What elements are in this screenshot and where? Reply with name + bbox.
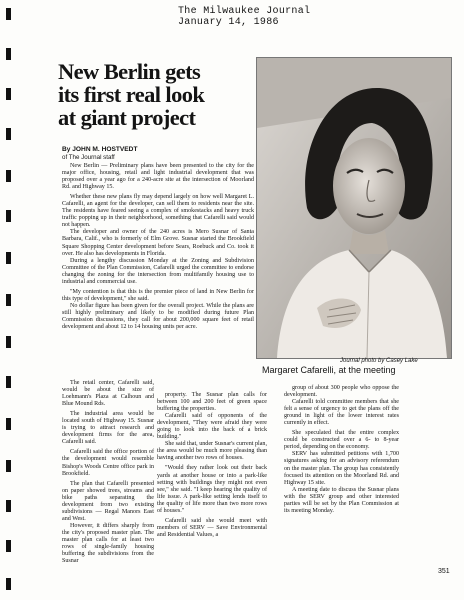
publication-date: January 14, 1986 [178,17,279,28]
headline-line-2: its first real look [58,82,205,107]
lead-paragraph: Whether these new plans fly may depend largely on how well Margaret L. Cafarelli, an agent for the developer, can sell them to residents near the site. The residents have feared seeing a complex of smokestacks and heavy truck traffic popping up in their neighborhood, something that Cafarelli said would not happen. [62,194,254,229]
portrait-photo-image [257,58,451,358]
column-paragraph: "Would they rather look out their back yards at another house or into a park-like setting with buildings they might not even see," she said. "I keep hearing the quality of life issue. A park-like setting lends itself to the quality of life more than two more rows of houses." [157,465,267,514]
column-paragraph: group of about 300 people who oppose the development. [284,385,399,399]
column-paragraph: The plan that Cafarelli presented on paper showed trees, streams and bike paths separating the development from two existing subdivisions — Regal Manors East and West. [62,480,154,522]
column-paragraph: The retail center, Cafarelli said, would be about the size of Loehmann's Plaza at Calhoun and Blue Mound Rds. [62,380,154,408]
photo-credit: Journal photo by Casey Lake [340,358,418,364]
body-column-1 [62,380,154,565]
lead-paragraph: During a lengthy discussion Monday at the Zoning and Subdivision Committee of the Plan Commission, Cafarelli urged the committee to endorse changing the zoning for the intersection from multifamily housing use to industrial and commercial use. [62,257,254,285]
byline [62,146,137,162]
portrait-photo [256,57,452,359]
column-paragraph: A meeting date to discuss the Susnar plans with the SERV group and other interested parties will be set by the Plan Commission at its meeting Monday. [284,486,399,514]
column-paragraph: Cafarelli said of opponents of the development, "They were afraid they were going to look into the back of a brick building." [157,413,267,441]
lead-paragraph: "My contention is that this is the premier piece of land in New Berlin for this type of development," she said. [62,288,254,302]
column-paragraph: Cafarelli said the office portion of the development would resemble Bishop's Woods Centre office park in Brookfield. [62,449,154,477]
column-paragraph: Cafarelli said she would meet with members of SERV — Save Environmental and Residential Values, a [157,517,267,538]
column-paragraph: property. The Susnar plan calls for between 100 and 200 feet of green space buffering the properties. [157,392,267,413]
headline [58,60,258,129]
body-column-2 [157,392,267,539]
headline-line-3: at giant project [58,105,196,130]
binder-margin-marks [6,0,14,600]
column-paragraph: Cafarelli told committee members that she felt a sense of urgency to get the plans off the ground in light of the lower interest rates currently in effect. [284,399,399,427]
column-paragraph: However, it differs sharply from the city's proposed master plan. The master plan calls for at least two rows of single-family housing buffering the subdivisions from the Susnar [62,522,154,565]
lead-column [62,163,254,331]
column-paragraph: The industrial area would be located south of Highway 15. Susnar is trying to attract research and development firms for the area, Cafarelli said. [62,411,154,446]
byline-staff: of The Journal staff [62,154,115,161]
newspaper-name: The Milwaukee Journal [178,6,311,17]
dateline [178,6,310,28]
body-column-3 [284,385,399,515]
page-number: 351 [438,568,450,575]
column-paragraph: SERV has submitted petitions with 1,700 signatures asking for an advisory referendum on the master plan. The group has consistently focused its attention on the Moorland Rd. and Highway 15 site. [284,451,399,486]
column-paragraph: She said that, under Susnar's current plan, the area would be much more pleasing than having another two rows of houses. [157,441,267,462]
lead-paragraph: No dollar figure has been given for the overall project. While the plans are still highly preliminary and likely to be modified during future Plan Commission discussions, they call for about 200,000 square feet of retail development and about 12 to 14 housing units per acre. [62,302,254,331]
headline-line-1: New Berlin gets [58,59,201,84]
lead-paragraph: New Berlin — Preliminary plans have been presented to the city for the major office, housing, retail and light industrial development that was proposed over a year ago for a 240-acre site at the intersection of Moorland Rd. and Highway 15. [62,163,254,191]
photo-caption: Margaret Cafarelli, at the meeting [262,365,396,375]
byline-author: By JOHN M. HOSTVEDT [62,146,138,153]
lead-paragraph: The developer and owner of the 240 acres is Mero Susnar of Santa Barbara, Calif., who is formerly of Elm Grove. Susnar started the Brookfield Square Shopping Center development before Sears, Roebuck and Co. took it over. He also has developments in Florida. [62,229,254,257]
column-paragraph: She speculated that the entire complex could be constructed over a 6- to 8-year period, depending on the economy. [284,430,399,451]
